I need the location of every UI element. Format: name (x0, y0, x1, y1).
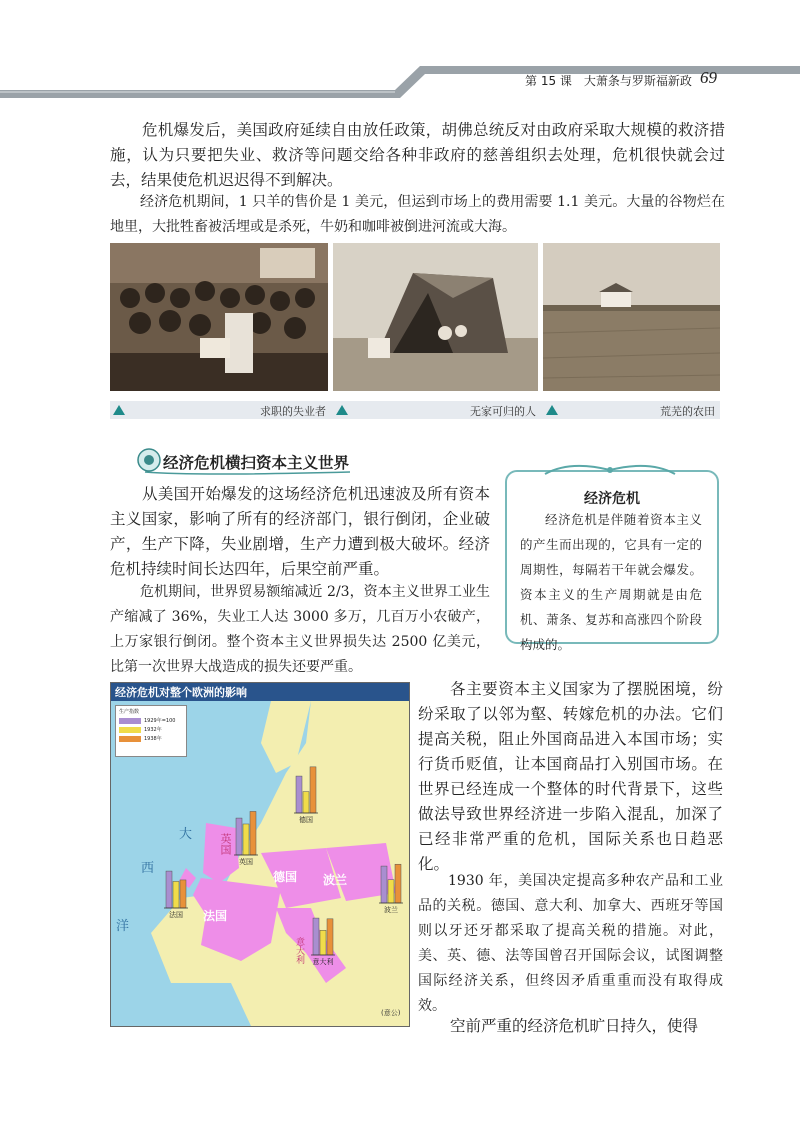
section-paragraph: 危机期间，世界贸易额缩减近 2/3，资本主义世界工业生产缩减了 36%，失业工人达 3000 多万，几百万小农破产，上万家银行倒闭。整个资本主义世界损失达 2500 亿美元，比第一次世界大战造成的损失还要严重。 (110, 584, 490, 675)
sea-label: 大 (179, 827, 193, 842)
map-country-label: 德国 (273, 870, 298, 884)
legend-label: 1932年 (144, 727, 162, 733)
section-title: 经济危机横扫资本主义世界 (163, 454, 350, 472)
map-bar-charts (111, 683, 409, 1026)
caption-marker-icon (113, 405, 125, 415)
bar-3-2 (395, 864, 401, 903)
bar-1-1 (303, 792, 309, 813)
concept-box-title: 经济危机 (584, 491, 640, 507)
farmland-photo (543, 243, 720, 391)
europe-map (110, 682, 410, 1027)
bar-category-label: 英国 (239, 858, 253, 866)
concept-box-text: 经济危机是伴随着资本主义的产生而出现的，它具有一定的周期性，每隔若干年就会爆发。资本主义的生产周期就是由危机、萧条、复苏和高涨四个阶段构成的。 (520, 512, 702, 652)
right-paragraph: 空前严重的经济危机旷日持久，使得 (450, 1017, 699, 1035)
unemployed-photo (110, 243, 328, 391)
bar-3-1 (388, 880, 394, 903)
section-paragraph: 从美国开始爆发的这场经济危机迅速波及所有资本主义国家，影响了所有的经济部门，银行倒闭，企业破产，生产下降，失业剧增，生产力遭到极大破坏。经济危机持续时间长达四年，后果空前严重。 (110, 485, 490, 578)
bar-category-label: 法国 (169, 911, 183, 919)
bar-4-2 (327, 919, 333, 955)
caption-marker-icon (546, 405, 558, 415)
bar-4-1 (320, 930, 326, 955)
intro-paragraph: 危机爆发后，美国政府延续自由放任政策，胡佛总统反对由政府采取大规模的救济措施，认为只要把失业、救济等问题交给各种非政府的慈善组织去处理，危机很快就会过去，结果使危机迟迟得不到解决。 (110, 121, 725, 189)
map-country-label: 法国 (203, 909, 228, 923)
caption-bar (110, 401, 720, 419)
bar-2-1 (173, 881, 179, 908)
legend-label: 1938年 (144, 736, 162, 742)
detail-paragraph: 经济危机期间，1 只羊的售价是 1 美元，但运到市场上的费用需要 1.1 美元。大量的谷物烂在地里，大批牲畜被活埋或是杀死，牛奶和咖啡被倒进河流或大海。 (110, 194, 725, 235)
right-paragraph: 各主要资本主义国家为了摆脱困境，纷纷采取了以邻为壑、转嫁危机的办法。它们提高关税，阻止外国商品进入本国市场；实行货币贬值，让本国商品打入别国市场。在世界已经连成一个整体的时代背景下，这些做法导致世界经济进一步陷入混乱，加深了已经非常严重的危机，国际关系也日趋恶化。 (418, 680, 723, 873)
map-country-label: 英国 (219, 833, 232, 855)
concept-box-ornament-icon (540, 460, 680, 480)
bar-4-0 (313, 918, 319, 955)
map-note: (意公) (381, 1009, 401, 1017)
bar-2-2 (180, 880, 186, 908)
sea-label: 洋 (116, 919, 130, 934)
bar-category-label: 波兰 (384, 906, 398, 914)
caption-marker-icon (336, 405, 348, 415)
bar-0-1 (243, 824, 249, 855)
bar-0-0 (236, 818, 242, 855)
bar-1-0 (296, 776, 302, 813)
right-paragraph: 1930 年，美国决定提高多种农产品和工业品的关税。德国、意大利、加拿大、西班牙等国则以牙还牙都采取了提高关税的措施。对此，美、英、德、法等国曾召开国际会议，试图调整国际经济关系，但终因矛盾重重而没有取得成效。 (418, 873, 723, 1014)
lesson-title: 第 15 课 大萧条与罗斯福新政 (525, 74, 692, 88)
photo-caption: 无家可归的人 (470, 406, 536, 418)
legend-title: 生产指数 (119, 709, 140, 715)
photo-caption: 求职的失业者 (260, 406, 326, 418)
bar-1-2 (310, 767, 316, 813)
homeless-photo (333, 243, 538, 391)
map-country-label: 波兰 (323, 873, 348, 887)
bar-0-2 (250, 811, 256, 855)
bar-3-0 (381, 866, 387, 903)
bar-2-0 (166, 871, 172, 908)
photo-caption: 荒芜的农田 (660, 406, 715, 418)
bar-category-label: 德国 (299, 816, 313, 824)
map-country-label: 意大利 (294, 937, 304, 964)
page-number: 69 (700, 68, 717, 87)
legend-label: 1929年=100 (144, 718, 176, 724)
map-title: 经济危机对整个欧洲的影响 (115, 686, 247, 699)
bar-category-label: 意大利 (312, 958, 334, 966)
sea-label: 西 (141, 861, 155, 876)
